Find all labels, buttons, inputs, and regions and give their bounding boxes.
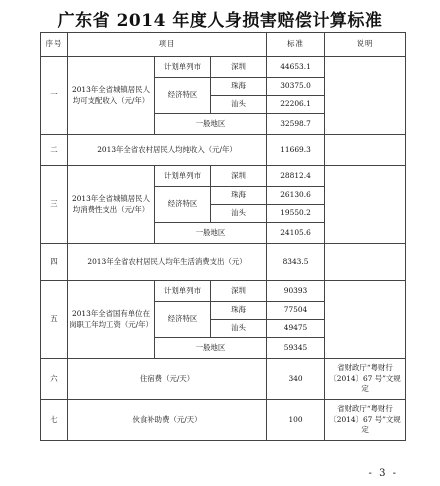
table-header-row [41, 33, 406, 57]
value-cell: 32598.7 [267, 114, 325, 135]
row-seq: 六 [41, 359, 68, 400]
sez-label: 经济特区 [155, 78, 211, 114]
general-area-label: 一般地区 [155, 338, 267, 359]
row-seq: 二 [41, 135, 68, 166]
city-name: 深圳 [211, 281, 267, 302]
compensation-standards-table [40, 32, 406, 441]
sez-city-name: 汕头 [211, 96, 267, 114]
city-plan-label: 计划单列市 [155, 57, 211, 78]
value-cell: 8343.5 [267, 244, 325, 281]
value-cell: 28812.4 [267, 166, 325, 187]
value-cell: 100 [267, 400, 325, 441]
value-cell: 90393 [267, 281, 325, 302]
sez-city-name: 珠海 [211, 78, 267, 96]
header-seq: 序号 [41, 33, 68, 57]
header-note: 说明 [325, 33, 406, 57]
value-cell: 19550.2 [267, 205, 325, 223]
row-seq: 三 [41, 166, 68, 244]
note-cell [325, 57, 406, 135]
general-area-label: 一般地区 [155, 114, 267, 135]
row-label: 住宿费（元/天） [68, 359, 267, 400]
value-cell: 22206.1 [267, 96, 325, 114]
city-name: 深圳 [211, 166, 267, 187]
value-cell: 77504 [267, 302, 325, 320]
row-label: 2013年全省农村居民人均纯收入（元/年） [68, 135, 267, 166]
city-plan-label: 计划单列市 [155, 281, 211, 302]
note-cell [325, 244, 406, 281]
row-seq: 七 [41, 400, 68, 441]
table-row [41, 359, 406, 400]
sez-city-name: 汕头 [211, 320, 267, 338]
city-plan-label: 计划单列市 [155, 166, 211, 187]
table-row [41, 400, 406, 441]
value-cell: 30375.0 [267, 78, 325, 96]
value-cell: 44653.1 [267, 57, 325, 78]
table-row [41, 57, 406, 78]
row-label: 伙食补助费（元/天） [68, 400, 267, 441]
table-row [41, 244, 406, 281]
sez-label: 经济特区 [155, 302, 211, 338]
city-name: 深圳 [211, 57, 267, 78]
row-label: 2013年全省城镇居民人均可支配收入（元/年） [68, 57, 155, 135]
value-cell: 24105.6 [267, 223, 325, 244]
sez-city-name: 汕头 [211, 205, 267, 223]
note-cell: 省财政厅“粤财行〔2014〕67 号”文规定 [325, 359, 406, 400]
value-cell: 26130.6 [267, 187, 325, 205]
sez-label: 经济特区 [155, 187, 211, 223]
value-cell: 49475 [267, 320, 325, 338]
row-seq: 一 [41, 57, 68, 135]
table-row [41, 135, 406, 166]
sez-city-name: 珠海 [211, 187, 267, 205]
document-title: 广东省 2014 年度人身损害赔偿计算标准 [57, 11, 383, 31]
note-cell [325, 281, 406, 359]
table-row [41, 166, 406, 187]
note-cell [325, 135, 406, 166]
header-standard: 标准 [267, 33, 325, 57]
value-cell: 340 [267, 359, 325, 400]
table-row [41, 281, 406, 302]
page-number: - 3 - [368, 468, 398, 479]
header-item: 项目 [68, 33, 267, 57]
note-cell [325, 166, 406, 244]
row-seq: 四 [41, 244, 68, 281]
row-seq: 五 [41, 281, 68, 359]
note-cell: 省财政厅“粤财行〔2014〕67 号”文规定 [325, 400, 406, 441]
general-area-label: 一般地区 [155, 223, 267, 244]
value-cell: 11669.3 [267, 135, 325, 166]
row-label: 2013年全省城镇居民人均消费性支出（元/年） [68, 166, 155, 244]
row-label: 2013年全省农村居民人均年生活消费支出（元） [68, 244, 267, 281]
row-label: 2013年全省国有单位在岗职工年均工资（元/年） [68, 281, 155, 359]
value-cell: 59345 [267, 338, 325, 359]
sez-city-name: 珠海 [211, 302, 267, 320]
